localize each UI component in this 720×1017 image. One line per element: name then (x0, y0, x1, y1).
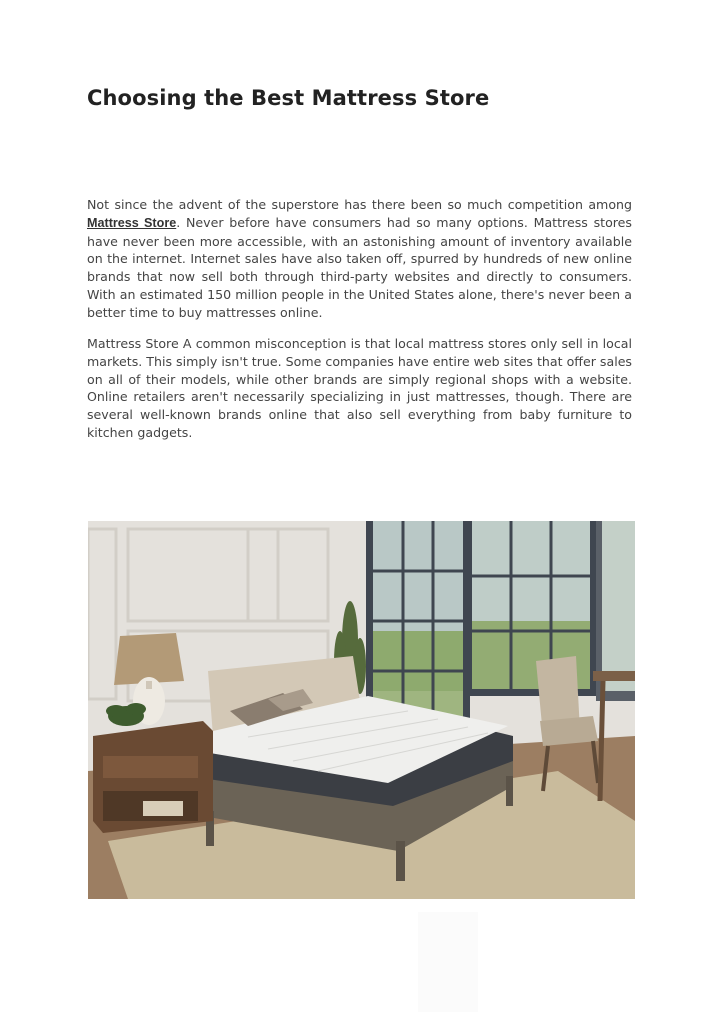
intro-text-start: Not since the advent of the superstore has there been so much competition among (87, 197, 632, 212)
page-title: Choosing the Best Mattress Store (87, 86, 490, 110)
intro-text-end: . Never before have consumers had so many options. Mattress stores have never been more accessible, with an astonishing amount of inventory available on the internet. Internet sales have also taken off, spurred by hundreds of new online brands that now sell both through third-party websites and directly to consumers. With an estimated 150 million people in the United States alone, there's never been a better time to buy mattresses online. (87, 214, 632, 320)
faint-background-block (418, 912, 478, 1012)
misconception-paragraph: Mattress Store A common misconception is that local mattress stores only sell in local markets. This simply isn't true. Some companies have entire web sites that offer sales on all of their models, while other brands are simply regional shops with a website. Online retailers aren't necessarily specializing in just mattresses, though. There are several well-known brands online that also sell everything from baby furniture to kitchen gadgets. (87, 336, 632, 440)
intro-paragraph (87, 196, 632, 322)
bedroom-mattress-photo (88, 521, 635, 899)
mattress-store-link[interactable]: Mattress Store (87, 215, 177, 230)
